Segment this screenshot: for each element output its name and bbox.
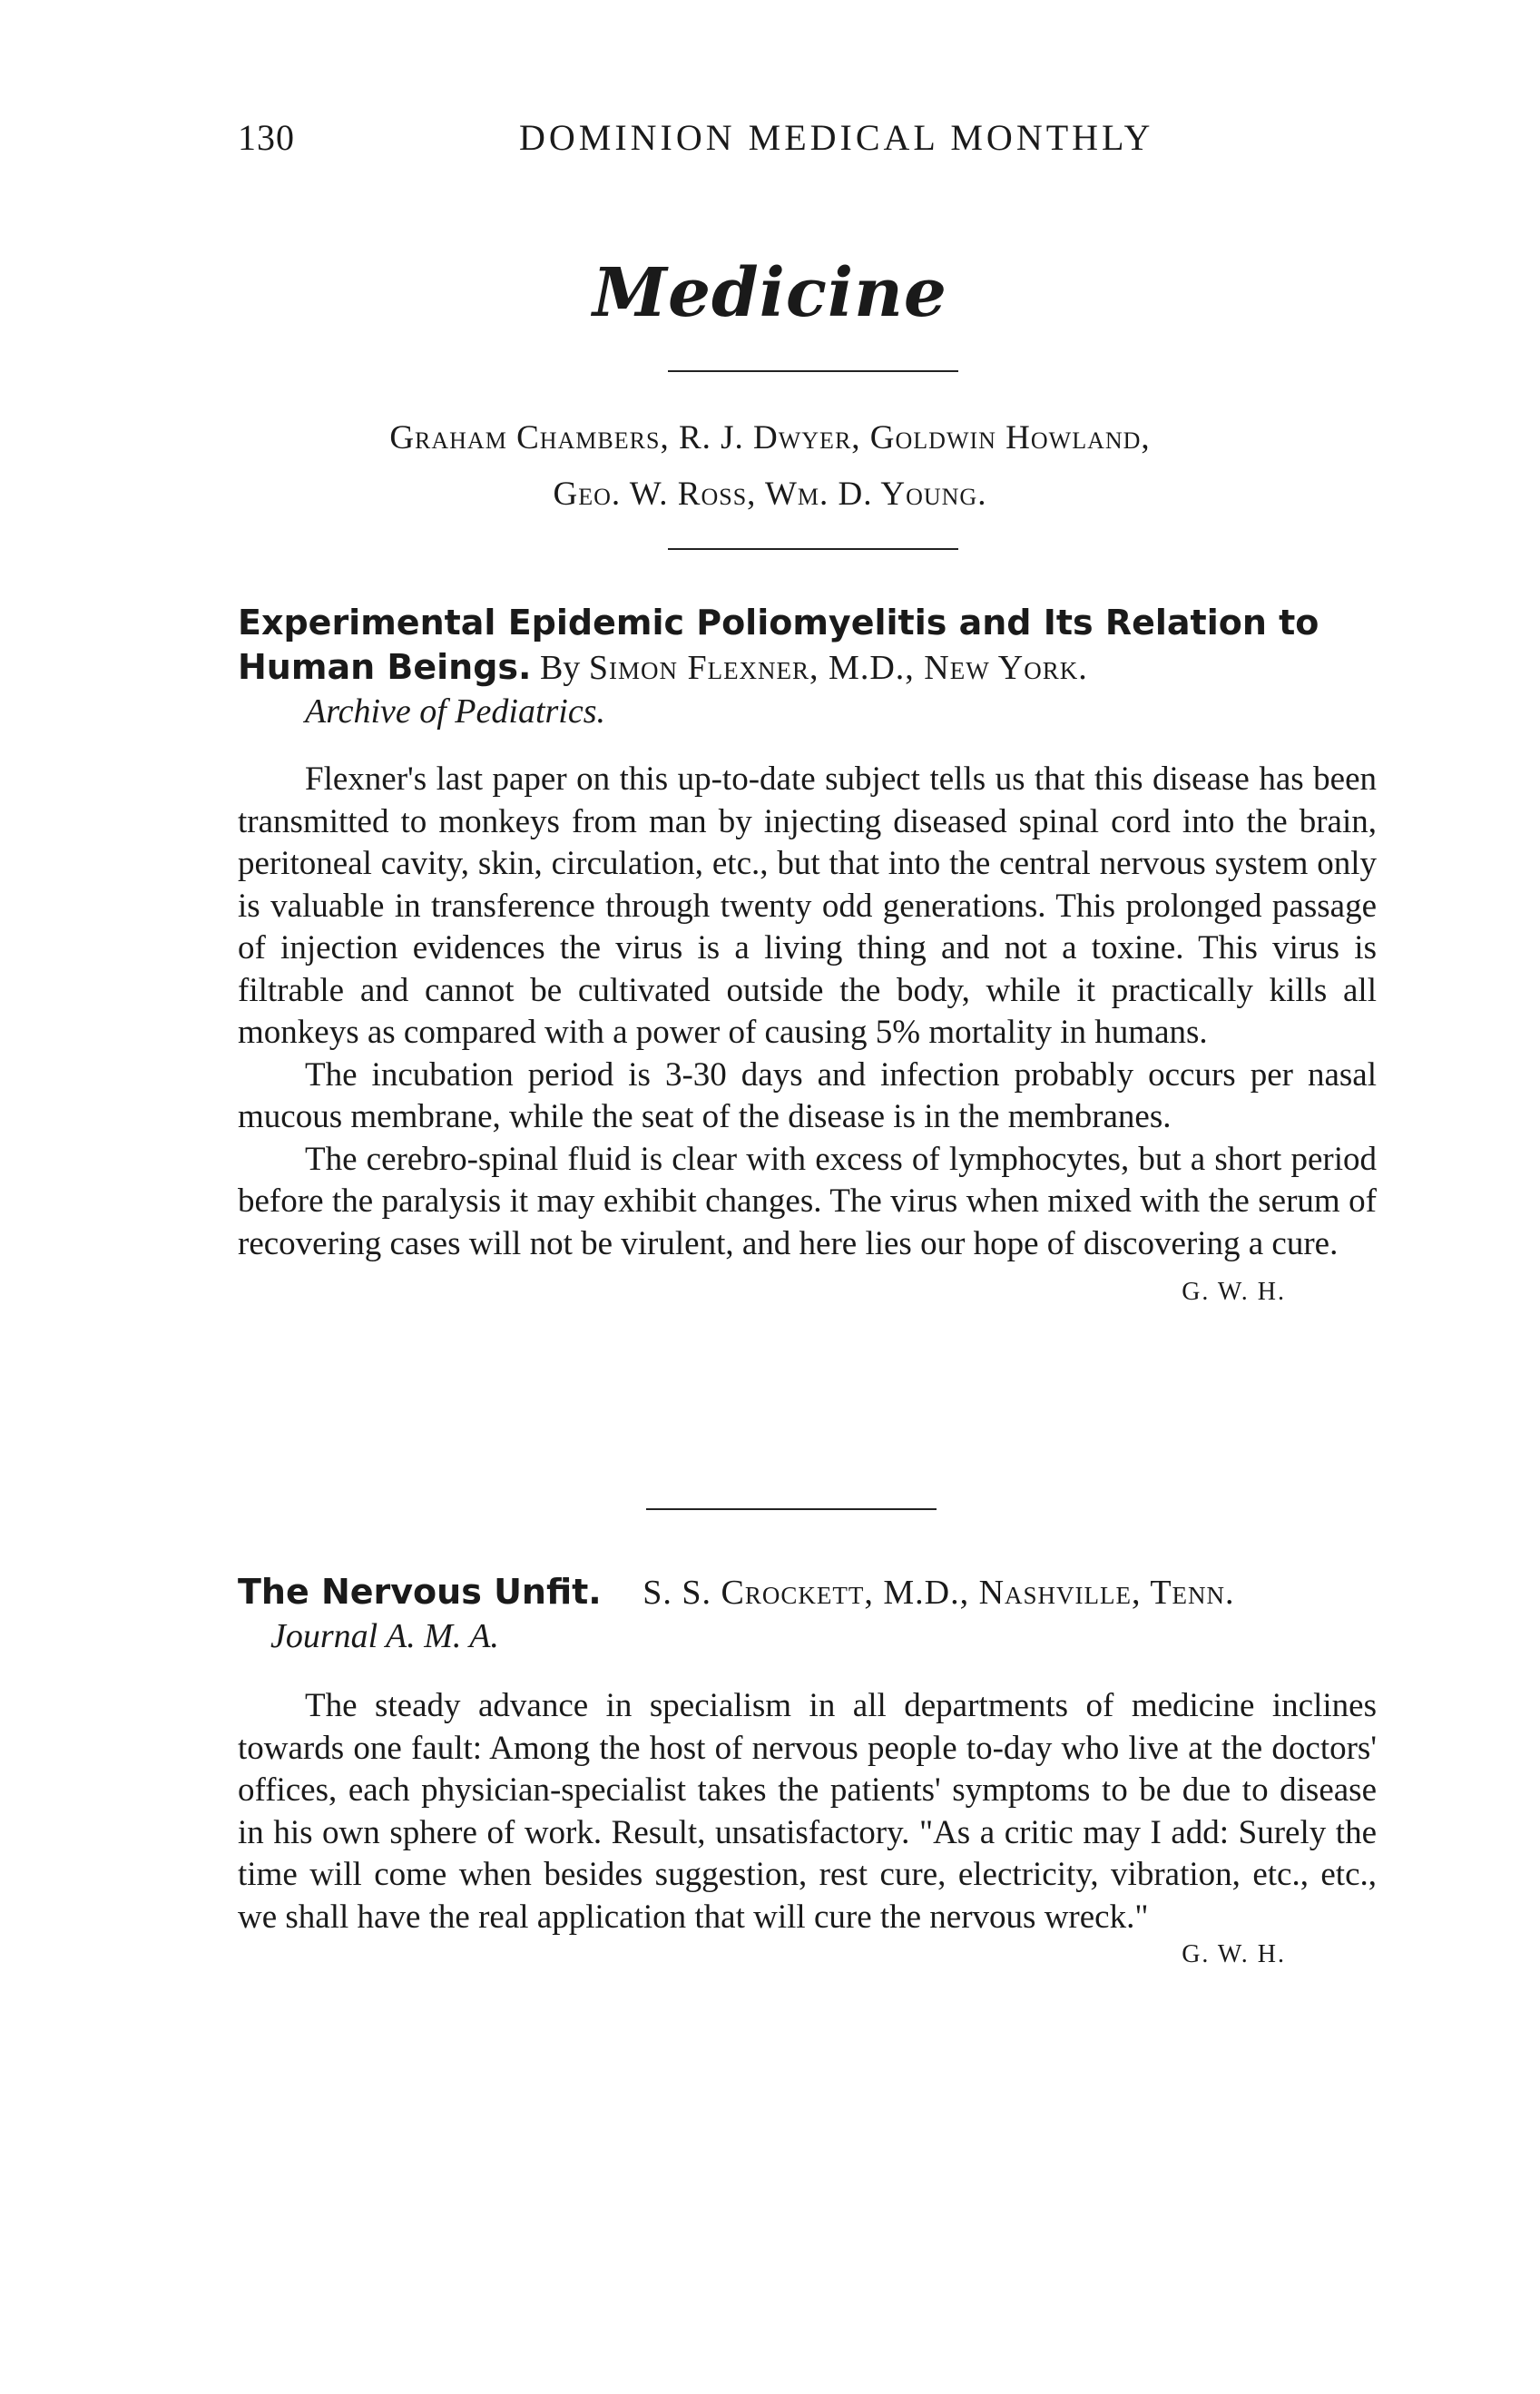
running-head: DOMINION MEDICAL MONTHLY	[519, 117, 1154, 158]
article-body	[238, 759, 1377, 1265]
article-initials: G. W. H.	[1182, 1278, 1286, 1306]
article-title: The Nervous Unfit.	[238, 1572, 602, 1612]
article-source: Archive of Pediatrics.	[305, 692, 605, 731]
article-title: Experimental Epidemic Poliomyelitis and Its Relation to Human Beings.	[238, 603, 1319, 687]
page-number: 130	[238, 117, 295, 158]
paragraph: The steady advance in specialism in all departments of medicine inclines towards one fault: Among the host of nervous people to-day who live at the doctors' offices, each physician-specialist takes the patients' symptoms to be due to disease in his own sphere of work. Result, unsatisfactory. "As a critic may I add: Surely the time will come when besides suggestion, rest cure, electricity, vibration, etc., etc., we shall have the real application that will cure the nervous wreck."	[238, 1687, 1377, 1936]
article-nervous-unfit	[238, 1570, 1377, 1969]
contributors-line: Graham Chambers, R. J. Dwyer, Goldwin Howland,	[389, 419, 1151, 456]
section-title: Medicine	[593, 254, 947, 332]
article-source: Journal A. M. A.	[270, 1617, 499, 1655]
divider-rule	[646, 1508, 937, 1510]
paragraph: The incubation period is 3-30 days and infection probably occurs per nasal mucous membrane, while the seat of the disease is in the membranes.	[238, 1055, 1377, 1135]
article-initials: G. W. H.	[1182, 1940, 1286, 1968]
paragraph: The cerebro-spinal fluid is clear with excess of lymphocytes, but a short period before the paralysis it may exhibit changes. The virus when mixed with the serum of recovering cases will not be virulent, and here lies our hope of discovering a cure.	[238, 1140, 1377, 1262]
page-header	[0, 116, 1540, 162]
article-author: S. S. Crockett, M.D., Nashville, Tenn.	[642, 1574, 1235, 1612]
article-author: Simon Flexner, M.D., New York.	[588, 649, 1088, 687]
article-body	[238, 1685, 1377, 1938]
contributors-line: Geo. W. Ross, Wm. D. Young.	[553, 476, 987, 513]
divider-rule	[668, 548, 958, 550]
byline-by: By	[539, 649, 581, 687]
article-heading	[238, 1570, 1377, 1658]
divider-rule	[668, 370, 958, 372]
article-poliomyelitis	[238, 601, 1377, 1307]
contributors-list	[0, 410, 1540, 523]
article-heading	[238, 601, 1377, 733]
paragraph: Flexner's last paper on this up-to-date subject tells us that this disease has been transmitted to monkeys from man by injecting diseased spinal cord into the brain, peritoneal cavity, skin, circulation, etc., but that into the central nervous system only is valuable in transference through twenty odd generations. This prolonged passage of injection evidences the virus is a living thing and not a toxine. This virus is filtrable and cannot be cultivated outside the body, while it practically kills all monkeys as compared with a power of causing 5% mortality in humans.	[238, 760, 1377, 1051]
